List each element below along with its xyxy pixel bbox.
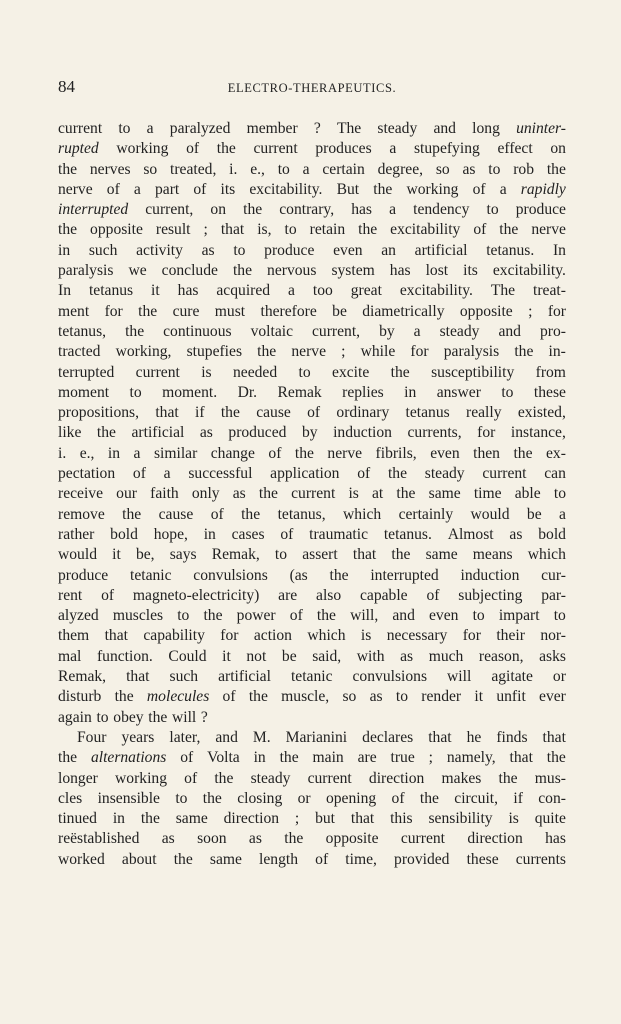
text-line: cles insensible to the closing or opening of the circuit, if con- — [58, 789, 566, 807]
text-line: nerve of a part of its excitability. But the working of a rapidly — [58, 180, 566, 198]
text-line: moment to moment. Dr. Remak replies in answer to these — [58, 383, 566, 401]
text-line: reëstablished as soon as the opposite current direction has — [58, 830, 566, 848]
text-line: Remak, that such artificial tetanic convulsions will agitate or — [58, 668, 566, 686]
text-line: tetanus, the continuous voltaic current, by a steady and pro- — [58, 322, 566, 340]
text-line: In tetanus it has acquired a too great excitability. The treat- — [58, 282, 566, 300]
text-line: in such activity as to produce even an artificial tetanus. In — [58, 241, 566, 259]
text-line: mal function. Could it not be said, with as much reason, asks — [58, 647, 566, 665]
page-number: 84 — [58, 77, 75, 96]
running-title: ELECTRO-THERAPEUTICS. — [227, 81, 397, 95]
text-line: interrupted current, on the contrary, has a tendency to produce — [58, 201, 566, 219]
text-line: receive our faith only as the current is at the same time able to — [58, 485, 566, 503]
text-line: paralysis we conclude the nervous system has lost its excitability. — [58, 262, 566, 280]
text-line: alyzed muscles to the power of the will, and even to impart to — [58, 607, 566, 625]
text-line: the nerves so treated, i. e., to a certain degree, so as to rob the — [58, 160, 566, 178]
text-line: like the artificial as produced by induction currents, for instance, — [58, 424, 566, 442]
text-line: again to obey the will ? — [58, 708, 208, 726]
text-line: i. e., in a similar change of the nerve fibrils, even then the ex- — [58, 444, 566, 462]
text-line: current to a paralyzed member ? The steady and long uninter- — [58, 120, 566, 137]
page-header — [58, 77, 566, 97]
text-line: produce tetanic convulsions (as the interrupted induction cur- — [58, 566, 566, 584]
text-line: rupted working of the current produces a stupefying effect on — [58, 140, 566, 158]
text-line: longer working of the steady current direction makes the mus- — [58, 769, 566, 787]
text-line: tinued in the same direction ; but that this sensibility is quite — [58, 810, 566, 828]
text-line: the opposite result ; that is, to retain the excitability of the nerve — [58, 221, 566, 239]
text-line: rather bold hope, in cases of traumatic tetanus. Almost as bold — [58, 525, 566, 543]
text-line: the alternations of Volta in the main are true ; namely, that the — [58, 749, 566, 767]
text-line: pectation of a successful application of the steady current can — [58, 465, 566, 483]
text-line: rent of magneto-electricity) are also capable of subjecting par- — [58, 586, 566, 604]
text-line: remove the cause of the tetanus, which certainly would be a — [58, 505, 566, 523]
text-line: them that capability for action which is necessary for their nor- — [58, 627, 566, 645]
text-line: worked about the same length of time, provided these currents — [58, 850, 566, 868]
body-text — [58, 119, 566, 870]
text-line: terrupted current is needed to excite the susceptibility from — [58, 363, 566, 381]
text-line: ment for the cure must therefore be diametrically opposite ; for — [58, 302, 566, 320]
text-line: disturb the molecules of the muscle, so as to render it unfit ever — [58, 688, 566, 706]
text-line: would it be, says Remak, to assert that the same means which — [58, 546, 566, 564]
text-line: tracted working, stupefies the nerve ; while for paralysis the in- — [58, 343, 566, 361]
text-line: Four years later, and M. Marianini declares that he finds that — [77, 728, 566, 746]
text-line: propositions, that if the cause of ordinary tetanus really existed, — [58, 404, 566, 422]
